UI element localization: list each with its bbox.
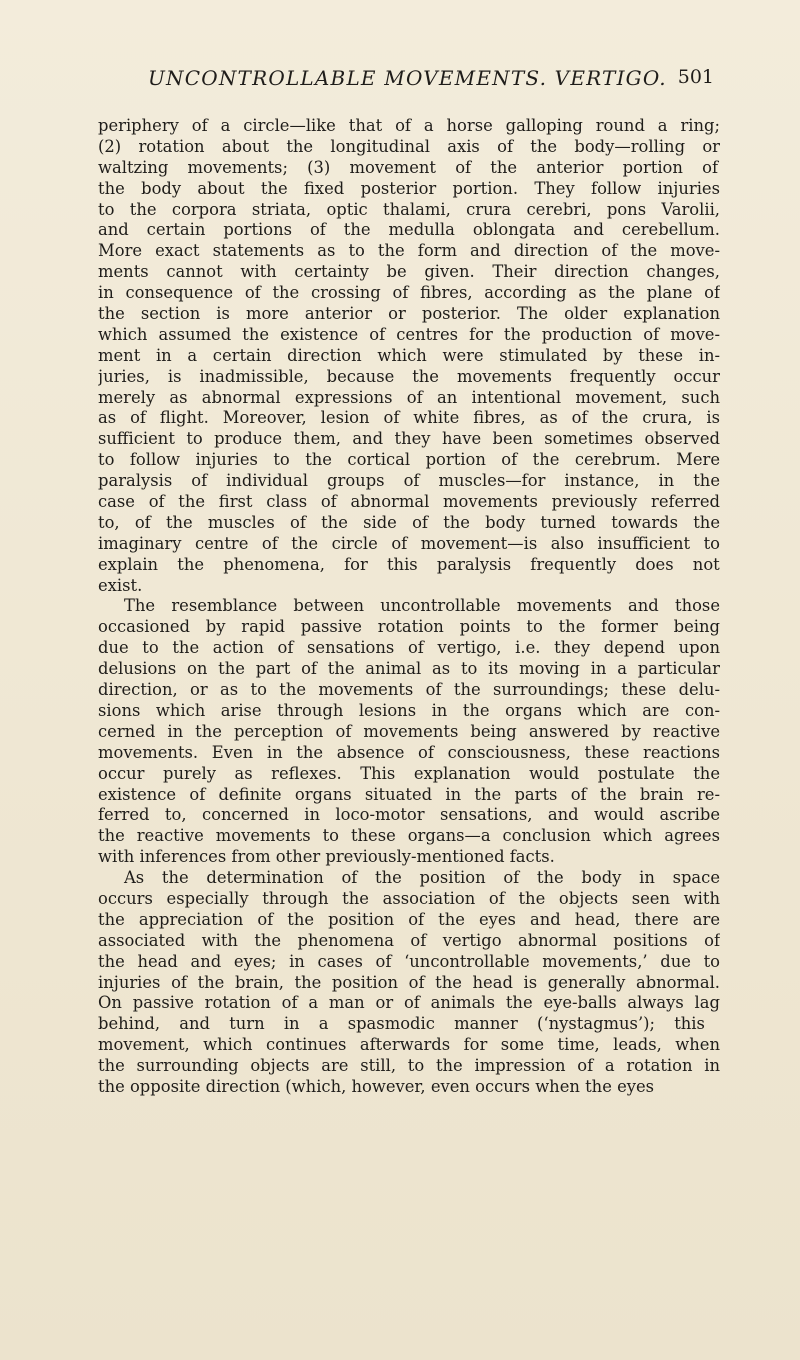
text-line: the opposite direction (which, however, even occurs when the eyes xyxy=(98,1076,655,1096)
body-text xyxy=(98,116,720,1346)
text-line: due to the action of sensations of vertigo, i.e. they depend upon xyxy=(98,638,720,658)
text-line: imaginary centre of the circle of movement—is also insufficient to xyxy=(98,533,720,553)
text-line: movements. Even in the absence of consciousness, these reactions xyxy=(98,742,720,762)
text-line: with inferences from other previously-mentioned facts. xyxy=(98,847,555,867)
text-line: (2) rotation about the longitudinal axis of the body—rolling or xyxy=(98,136,720,156)
text-line: delusions on the part of the animal as to its moving in a particular xyxy=(98,659,720,679)
page-header xyxy=(148,66,714,96)
text-line: ferred to, concerned in loco-motor sensations, and would ascribe xyxy=(98,805,720,825)
text-line: exist. xyxy=(98,575,143,595)
text-line: which assumed the existence of centres for the production of move- xyxy=(98,324,720,344)
text-line: and certain portions of the medulla oblongata and cerebellum. xyxy=(98,220,720,240)
text-line: direction, or as to the movements of the surroundings; these delu- xyxy=(98,680,720,700)
text-line: sions which arise through lesions in the organs which are con- xyxy=(98,700,720,720)
text-line: On passive rotation of a man or of animals the eye-balls always lag xyxy=(98,993,720,1013)
text-line: the appreciation of the position of the eyes and head, there are xyxy=(98,909,720,929)
text-line: occur purely as reflexes. This explanation would postulate the xyxy=(98,763,720,783)
text-line: merely as abnormal expressions of an intentional movement, such xyxy=(98,387,720,407)
text-line: cerned in the perception of movements being answered by reactive xyxy=(98,721,720,741)
text-line: the surrounding objects are still, to the impression of a rotation in xyxy=(98,1056,720,1076)
text-line: to the corpora striata, optic thalami, crura cerebri, pons Varolii, xyxy=(98,199,720,219)
text-line: to, of the muscles of the side of the body turned towards the xyxy=(98,512,720,532)
text-line: sufficient to produce them, and they have been sometimes observed xyxy=(98,429,720,449)
page-number: 501 xyxy=(677,66,714,88)
text-line: movement, which continues afterwards for some time, leads, when xyxy=(98,1035,720,1055)
text-line: the head and eyes; in cases of ‘uncontrollable movements,’ due to xyxy=(98,951,720,971)
text-line: More exact statements as to the form and direction of the move- xyxy=(98,241,720,261)
text-line: the section is more anterior or posterior. The older explanation xyxy=(98,304,720,324)
text-line: in consequence of the crossing of fibres, according as the plane of xyxy=(98,283,720,303)
text-line: ments cannot with certainty be given. Their direction changes, xyxy=(98,262,720,282)
text-line: behind, and turn in a spasmodic manner (‘nystagmus’); this xyxy=(98,1014,705,1034)
text-line: as of flight. Moreover, lesion of white fibres, as of the crura, is xyxy=(98,408,720,428)
text-line: existence of definite organs situated in the parts of the brain re- xyxy=(98,784,720,804)
text-line: juries, is inadmissible, because the movements frequently occur xyxy=(98,366,720,386)
text-line: to follow injuries to the cortical portion of the cerebrum. Mere xyxy=(98,450,720,470)
text-line: ment in a certain direction which were stimulated by these in- xyxy=(98,345,720,365)
text-line: the reactive movements to these organs—a conclusion which agrees xyxy=(98,826,720,846)
text-line: paralysis of individual groups of muscles—for instance, in the xyxy=(98,471,720,491)
text-line: occurs especially through the association of the objects seen with xyxy=(98,888,720,908)
text-line: The resemblance between uncontrollable movements and those xyxy=(124,596,720,616)
text-line: periphery of a circle—like that of a horse galloping round a ring; xyxy=(98,116,720,135)
text-line: associated with the phenomena of vertigo abnormal positions of xyxy=(98,930,720,950)
text-line: waltzing movements; (3) movement of the anterior portion of xyxy=(98,157,718,177)
running-head: UNCONTROLLABLE MOVEMENTS. VERTIGO. xyxy=(148,66,667,90)
text-line: As the determination of the position of the body in space xyxy=(124,868,720,888)
text-line: the body about the fixed posterior portion. They follow injuries xyxy=(98,178,720,198)
text-line: occasioned by rapid passive rotation points to the former being xyxy=(98,617,720,637)
text-line: injuries of the brain, the position of the head is generally abnormal. xyxy=(98,972,720,992)
text-line: explain the phenomena, for this paralysis frequently does not xyxy=(98,554,720,574)
text-line: case of the first class of abnormal movements previously referred xyxy=(98,492,720,512)
